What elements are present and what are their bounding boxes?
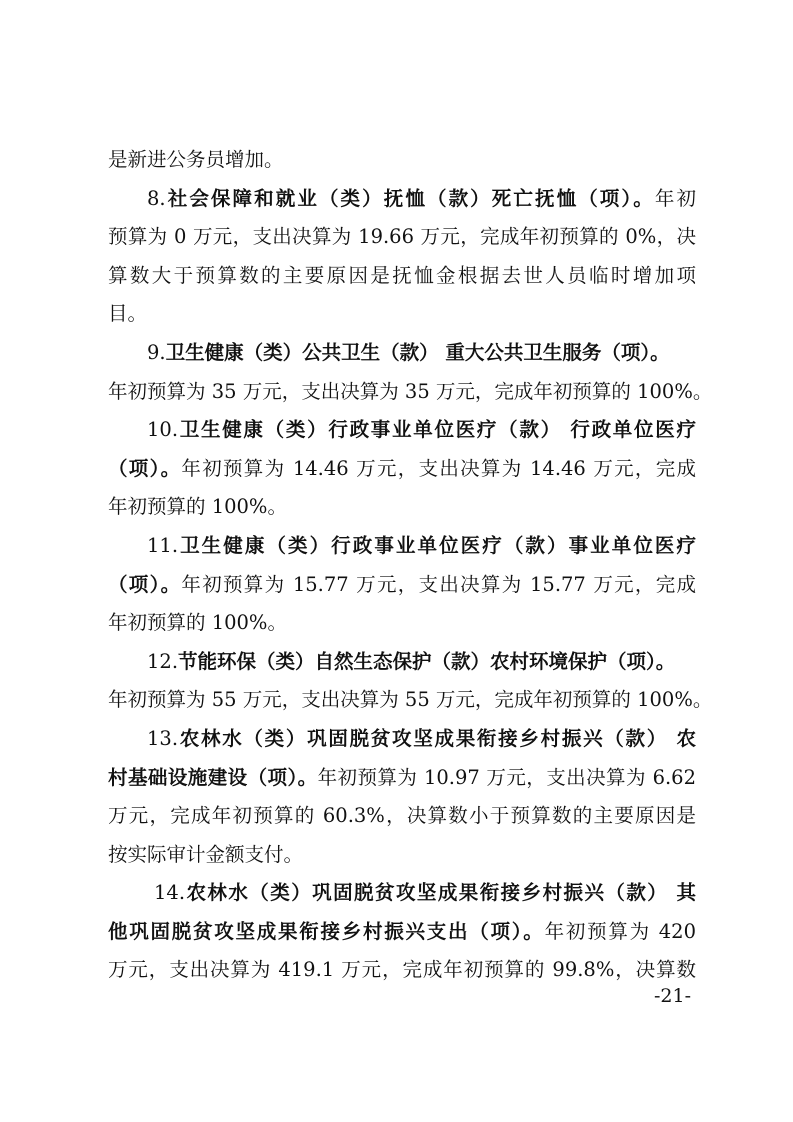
page-number: -21- xyxy=(653,985,691,1007)
item-8-line-4: 目。 xyxy=(108,302,148,326)
item-title: （项）。 xyxy=(108,572,182,596)
item-11-line-1 xyxy=(108,527,696,566)
item-8-line-3: 算数大于预算数的主要原因是抚恤金根据去世人员临时增加项 xyxy=(108,263,696,287)
item-title: 卫生健康（类）行政事业单位医疗（款） 行政单位医疗 xyxy=(178,418,696,442)
item-number: 8. xyxy=(147,186,166,210)
item-10-line-1 xyxy=(108,411,696,450)
item-title: （项）。 xyxy=(108,456,182,480)
item-12-line-1 xyxy=(108,643,696,682)
text-run: 年初 xyxy=(654,186,696,210)
item-number: 9. xyxy=(147,340,166,364)
paragraph-continuation xyxy=(108,141,696,180)
text-run: 年初预算为 15.77 万元，支出决算为 15.77 万元，完成 xyxy=(181,572,696,596)
item-title: 社会保障和就业（类）抚恤（款）死亡抚恤（项）。 xyxy=(165,186,655,210)
item-title: 卫生健康（类）行政事业单位医疗（款）事业单位医疗 xyxy=(178,533,696,557)
item-number: 14. xyxy=(154,881,186,905)
item-title: 农林水（类）巩固脱贫攻坚成果衔接乡村振兴（款） 其 xyxy=(185,881,696,905)
item-9-line-2: 年初预算为 35 万元，支出决算为 35 万元，完成年初预算的 100%。 xyxy=(108,379,713,403)
item-9-line-1 xyxy=(108,334,696,373)
item-11-line-3: 年初预算的 100%。 xyxy=(108,611,287,635)
item-number: 10. xyxy=(147,418,179,442)
item-11-line-2 xyxy=(108,566,696,605)
item-title: 节能环保（类）自然生态保护（款）农村环境保护（项）。 xyxy=(178,649,676,673)
item-number: 13. xyxy=(147,726,179,750)
text-run: 年初预算为 14.46 万元，支出决算为 14.46 万元，完成 xyxy=(181,456,696,480)
item-14-line-3: 万元，支出决算为 419.1 万元，完成年初预算的 99.8%，决算数 xyxy=(108,958,696,982)
item-title: 村基础设施建设（项）。 xyxy=(108,765,318,789)
item-10-line-3: 年初预算的 100%。 xyxy=(108,495,287,519)
item-title: 卫生健康（类）公共卫生（款） 重大公共卫生服务（项）。 xyxy=(165,340,670,364)
item-13-line-3: 万元，完成年初预算的 60.3%，决算数小于预算数的主要原因是 xyxy=(108,804,696,828)
text-run: 年初预算为 10.97 万元，支出决算为 6.62 xyxy=(317,765,696,789)
item-10-line-2 xyxy=(108,450,696,489)
body-text xyxy=(108,141,713,990)
item-number: 11. xyxy=(147,533,179,557)
item-13-line-4: 按实际审计金额支付。 xyxy=(108,842,304,866)
item-12-line-2: 年初预算为 55 万元，支出决算为 55 万元，完成年初预算的 100%。 xyxy=(108,688,713,712)
item-14-line-2 xyxy=(108,913,696,952)
item-title: 他巩固脱贫攻坚成果衔接乡村振兴支出（项）。 xyxy=(108,919,545,943)
item-number: 12. xyxy=(147,649,179,673)
text-run: 年初预算为 420 xyxy=(544,919,696,943)
item-13-line-1 xyxy=(108,720,696,759)
item-8-line-1 xyxy=(108,180,696,219)
item-title: 农林水（类）巩固脱贫攻坚成果衔接乡村振兴（款） 农 xyxy=(178,726,696,750)
text-line: 是新进公务员增加。 xyxy=(108,148,284,171)
item-8-line-2: 预算为 0 万元，支出决算为 19.66 万元，完成年初预算的 0%，决 xyxy=(108,225,696,249)
item-13-line-2 xyxy=(108,759,696,798)
item-14-line-1 xyxy=(108,874,696,913)
